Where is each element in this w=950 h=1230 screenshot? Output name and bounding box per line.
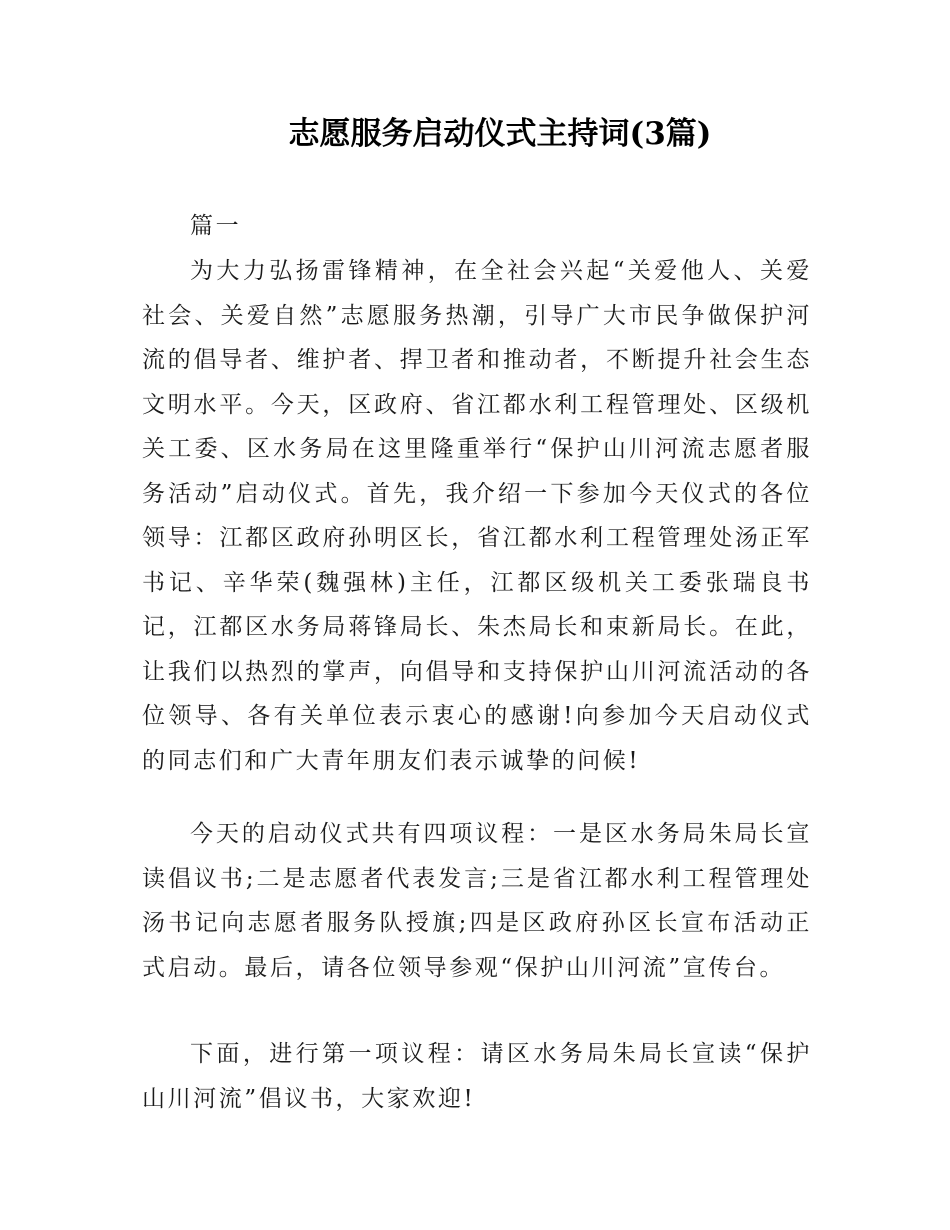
paragraph-opening: 为大力弘扬雷锋精神，在全社会兴起“关爱他人、关爱社会、关爱自然”志愿服务热潮，引导广大市民争做保护河流的倡导者、维护者、捍卫者和推动者，不断提升社会生态文明水平。今天，区政府、省江都水利工程管理处、区级机关工委、区水务局在这里隆重举行“保护山川河流志愿者服务活动”启动仪式。首先，我介绍一下参加今天仪式的各位领导：江都区政府孙明区长，省江都水利工程管理处汤正军书记、辛华荣(魏强林)主任，江都区级机关工委张瑞良书记，江都区水务局蒋锋局长、朱杰局长和束新局长。在此，让我们以热烈的掌声，向倡导和支持保护山川河流活动的各位领导、各有关单位表示衷心的感谢!向参加今天启动仪式的同志们和广大青年朋友们表示诚挚的问候! [142,258,812,774]
paragraph-first-item: 下面，进行第一项议程：请区水务局朱局长宣读“保护山川河流”倡议书，大家欢迎! [142,1041,812,1112]
section-heading: 篇一 [190,213,242,239]
document-title: 志愿服务启动仪式主持词(3篇) [288,116,712,152]
paragraph-agenda: 今天的启动仪式共有四项议程：一是区水务局朱局长宣读倡议书;二是志愿者代表发言;三是省江都水利工程管理处汤书记向志愿者服务队授旗;四是区政府孙区长宣布活动正式启动。最后，请各位领导参观“保护山川河流”宣传台。 [142,821,812,981]
